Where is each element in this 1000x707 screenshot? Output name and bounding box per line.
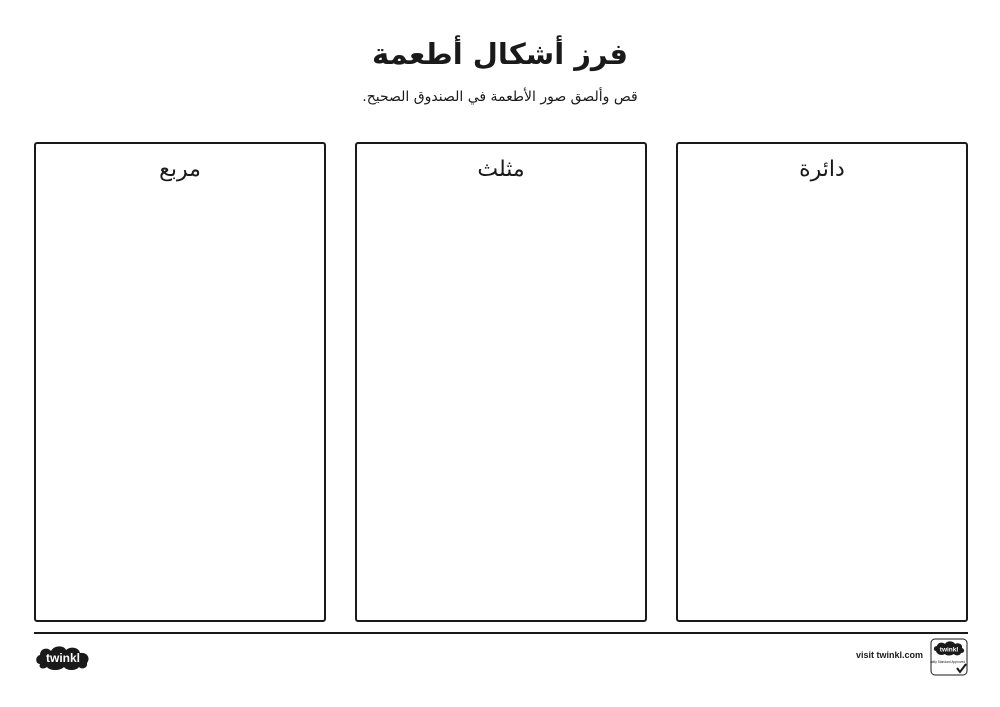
worksheet-instruction: قص وألصق صور الأطعمة في الصندوق الصحيح. [362,89,638,105]
footer-divider [34,632,968,634]
twinkl-logo-text: twinkl [45,651,81,665]
badge-brand-text: twinkl [939,646,959,654]
badge-caption-text: Quality Standard Approved [930,660,966,664]
worksheet-title: فرز أشكال أطعمة [372,37,628,71]
sort-box-circle [676,142,968,622]
sort-box-square [34,142,326,622]
twinkl-logo [34,642,92,672]
footer-visit-link[interactable]: visit twinkl.com [855,650,923,660]
sort-box-triangle [355,142,647,622]
sort-box-square-label: مربع [159,157,201,182]
sort-box-circle-label: دائرة [799,157,845,182]
sort-box-triangle-label: مثلث [477,157,525,182]
quality-badge [930,638,968,676]
